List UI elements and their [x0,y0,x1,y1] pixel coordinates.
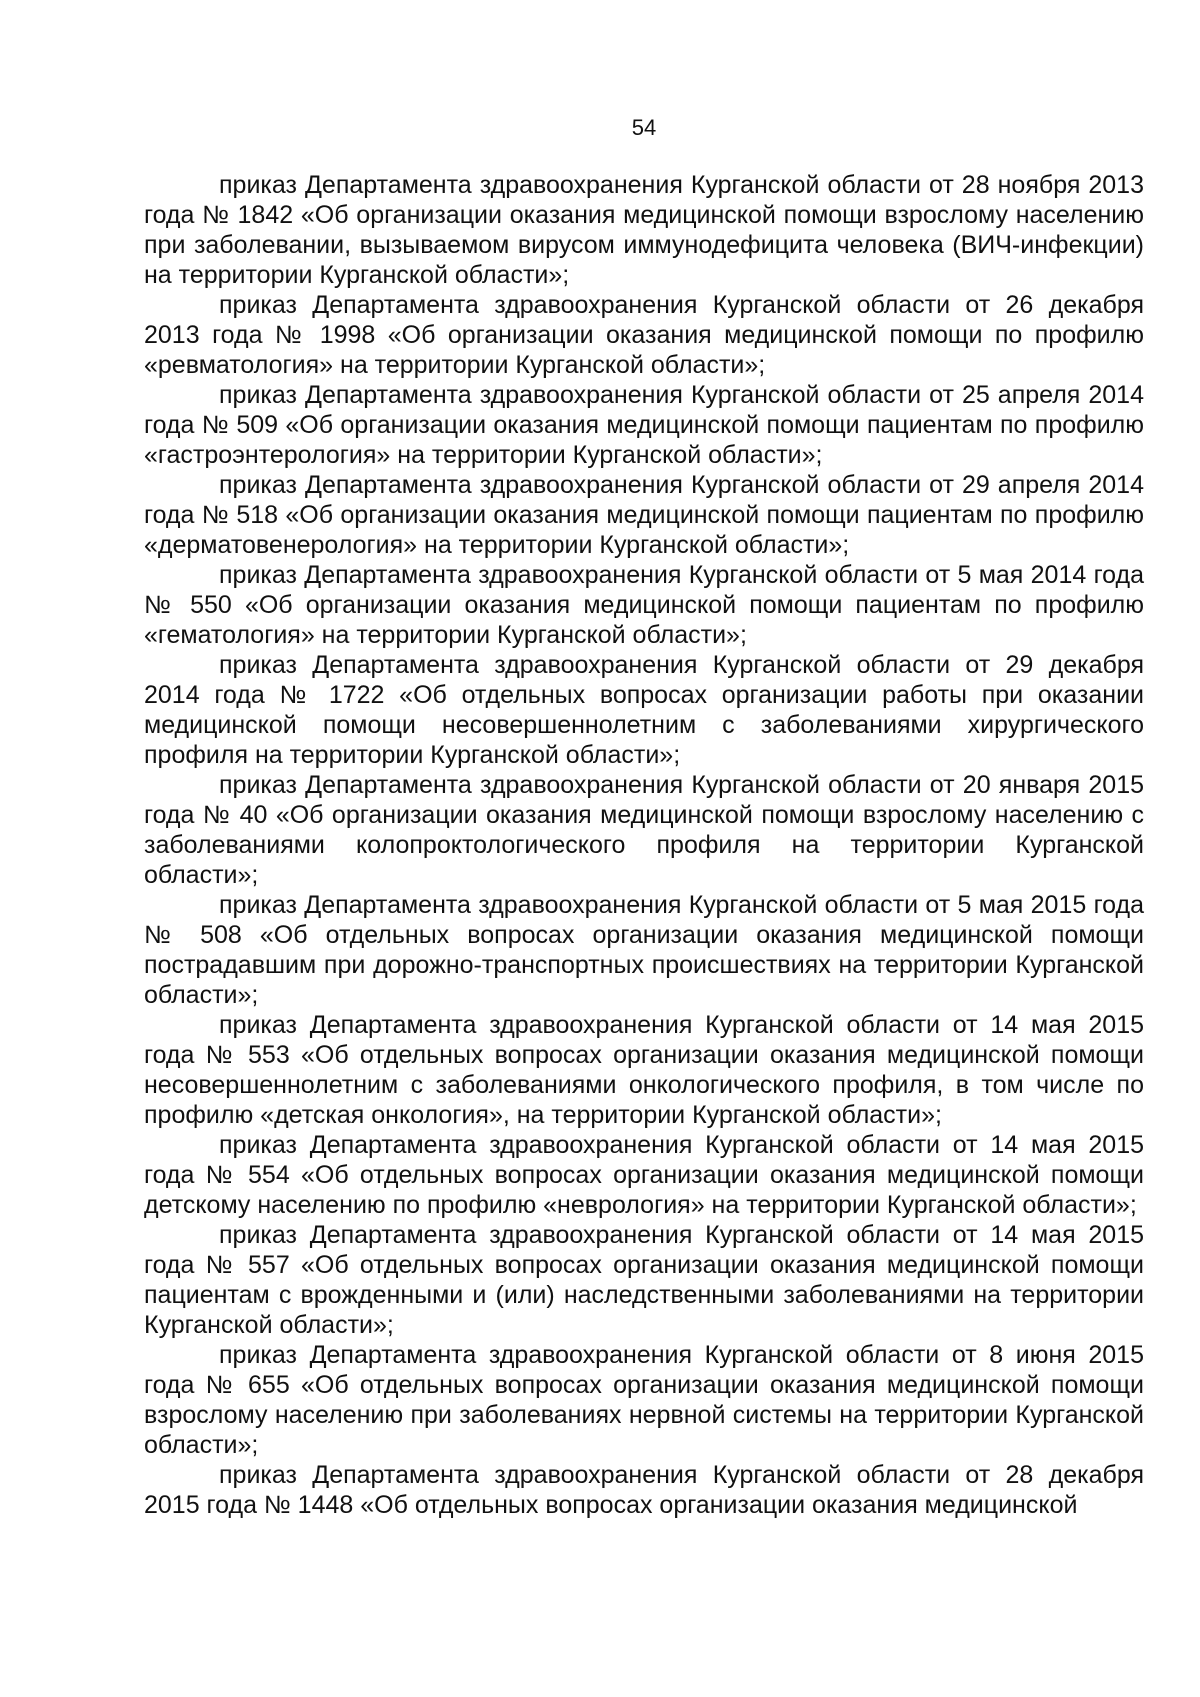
list-item: приказ Департамента здравоохранения Курганской области от 5 мая 2015 года № 508 «Об отдельных вопросах организации оказания медицинской помощи пострадавшим при дорожно-транспортных происшествиях на территории Курганской области»; [144,891,1144,1009]
list-item: приказ Департамента здравоохранения Курганской области от 14 мая 2015 года № 553 «Об отдельных вопросах организации оказания медицинской помощи несовершеннолетним с заболеваниями онкологического профиля, в том числе по профилю «детская онкология», на территории Курганской области»; [144,1011,1144,1129]
list-item: приказ Департамента здравоохранения Курганской области от 29 декабря 2014 года № 1722 «Об отдельных вопросах организации работы при оказании медицинской помощи несовершеннолетним с заболеваниями хирургического профиля на территории Курганской области»; [144,651,1144,769]
list-item: приказ Департамента здравоохранения Курганской области от 28 декабря 2015 года № 1448 «Об отдельных вопросах организации оказания медицинской [144,1461,1144,1519]
list-item: приказ Департамента здравоохранения Курганской области от 26 декабря 2013 года № 1998 «Об организации оказания медицинской помощи по профилю «ревматология» на территории Курганской области»; [144,291,1144,379]
list-item: приказ Департамента здравоохранения Курганской области от 14 мая 2015 года № 557 «Об отдельных вопросах организации оказания медицинской помощи пациентам с врожденными и (или) наследственными заболеваниями на территории Курганской области»; [144,1221,1144,1339]
list-item: приказ Департамента здравоохранения Курганской области от 14 мая 2015 года № 554 «Об отдельных вопросах организации оказания медицинской помощи детскому населению по профилю «неврология» на территории Курганской области»; [144,1131,1144,1219]
page-number: 54 [631,115,657,140]
list-item: приказ Департамента здравоохранения Курганской области от 29 апреля 2014 года № 518 «Об организации оказания медицинской помощи пациентам по профилю «дерматовенерология» на территории Курганской области»; [144,471,1144,559]
list-item: приказ Департамента здравоохранения Курганской области от 8 июня 2015 года № 655 «Об отдельных вопросах организации оказания медицинской помощи взрослому населению при заболеваниях нервной системы на территории Курганской области»; [144,1341,1144,1459]
list-item: приказ Департамента здравоохранения Курганской области от 28 ноября 2013 года № 1842 «Об организации оказания медицинской помощи взрослому населению при заболевании, вызываемом вирусом иммунодефицита человека (ВИЧ-инфекции) на территории Курганской области»; [144,171,1144,289]
document-body [144,170,1144,1520]
list-item: приказ Департамента здравоохранения Курганской области от 25 апреля 2014 года № 509 «Об организации оказания медицинской помощи пациентам по профилю «гастроэнтерология» на территории Курганской области»; [144,381,1144,469]
list-item: приказ Департамента здравоохранения Курганской области от 5 мая 2014 года № 550 «Об организации оказания медицинской помощи пациентам по профилю «гематология» на территории Курганской области»; [144,561,1144,649]
list-item: приказ Департамента здравоохранения Курганской области от 20 января 2015 года № 40 «Об организации оказания медицинской помощи взрослому населению с заболеваниями колопроктологического профиля на территории Курганской области»; [144,771,1144,889]
